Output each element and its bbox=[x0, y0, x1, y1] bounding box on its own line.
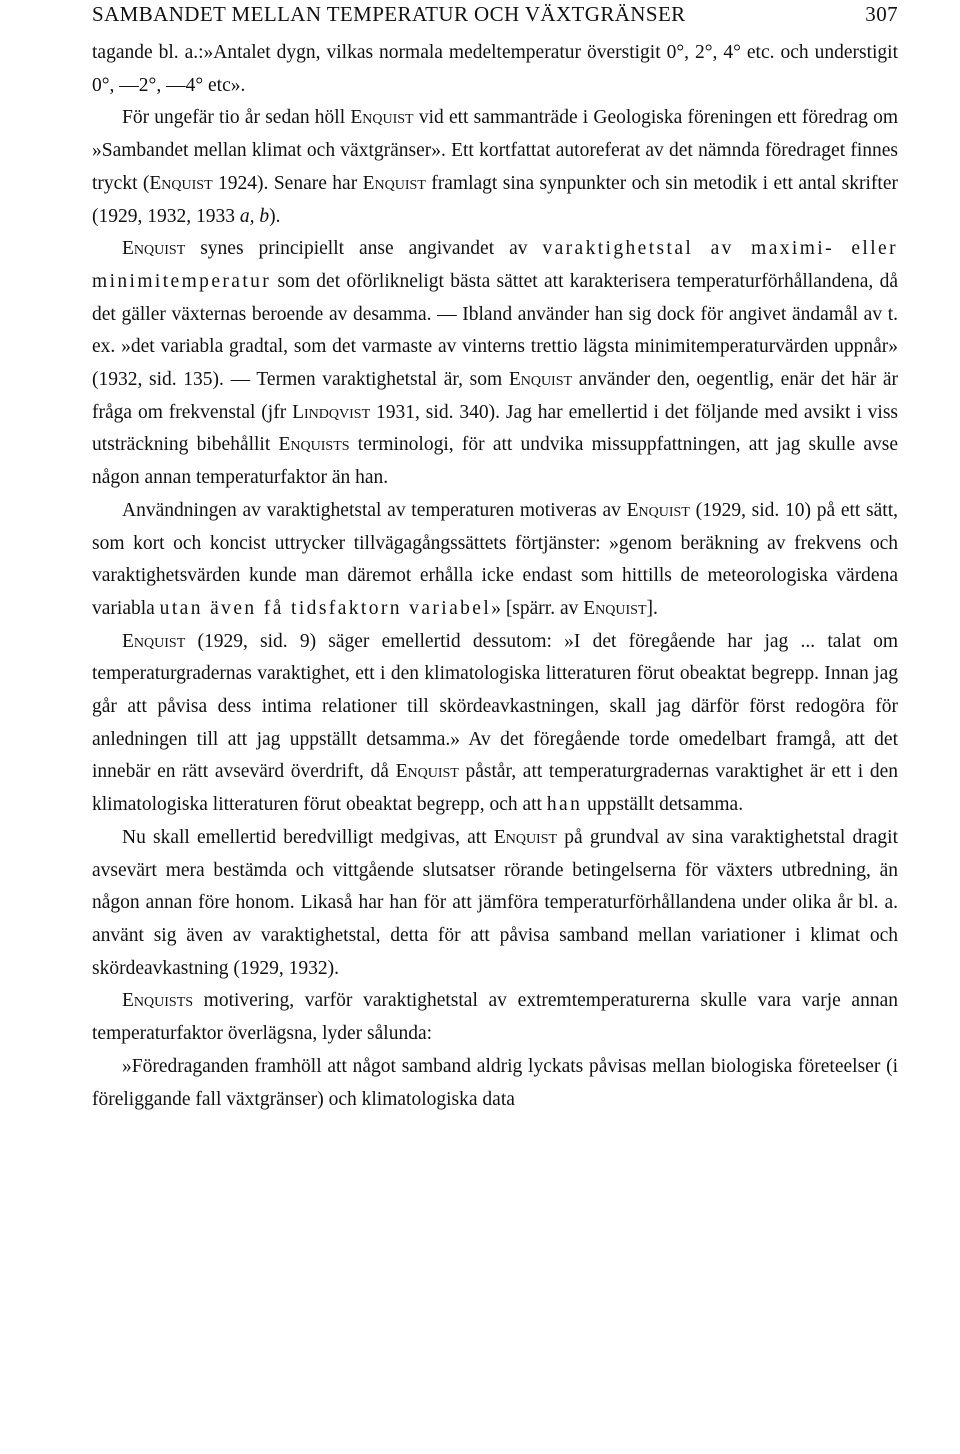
text-segment: använder den, oegentlig, enär det här är fråga om frekvenstal (jfr bbox=[92, 369, 898, 423]
body-text bbox=[92, 37, 898, 1116]
running-title: SAMBANDET MELLAN TEMPERATUR OCH VÄXTGRÄNSER bbox=[92, 2, 686, 26]
text-segment: »Föredraganden framhöll att något samband aldrig lyckats påvisas mellan biologiska företeelser (i föreliggande fall växtgränser) och klimatologiska data bbox=[92, 1055, 898, 1110]
text-segment: För ungefär tio år sedan höll bbox=[122, 107, 351, 129]
author-name: Enquists bbox=[278, 434, 350, 456]
text-segment: vid ett sammanträde i Geologiska föreningen ett föredrag om »Sambandet mellan klimat och växtgränser». Ett kortfattat autoreferat av det nämnda föredraget finnes tryckt ( bbox=[92, 107, 898, 194]
text-segment: Nu skall emellertid beredvilligt medgivas, att bbox=[122, 826, 494, 848]
paragraph bbox=[92, 37, 898, 102]
paragraph bbox=[92, 822, 898, 986]
text-segment: motivering, varför varaktighetstal av extremtemperaturerna skulle vara varje annan temperaturfaktor överlägsna, lyder sålunda: bbox=[92, 990, 898, 1045]
paragraph bbox=[92, 626, 898, 822]
author-name: Enquist bbox=[350, 107, 414, 129]
text-segment: uppställt detsamma. bbox=[582, 794, 744, 816]
text-segment: (1929, sid. 10) på ett sätt, som kort och koncist uttrycker tillvägagångssättets förtjänster: »genom beräkning av frekvens och varaktighetsvärden kunde man däremot erhålla icke endast som hittills de meteorologiska värdena variabla bbox=[92, 499, 899, 619]
text-segment: ]. bbox=[646, 597, 658, 619]
paragraph bbox=[92, 102, 898, 233]
text-segment: 1931, sid. 340). Jag har emellertid i det följande med avsikt i viss utsträckning bibehållit bbox=[92, 401, 898, 456]
paragraph bbox=[92, 985, 898, 1050]
text-segment: Användningen av varaktighetstal av temperaturen motiveras av bbox=[122, 499, 627, 521]
text-segment: terminologi, för att undvika missuppfattningen, att jag skulle avse någon annan temperaturfaktor än han. bbox=[92, 434, 899, 489]
author-name: Enquist bbox=[149, 172, 213, 194]
text-segment: som det oförlikneligt bästa sättet att karakterisera temperaturförhållandena, då det gäller växternas beroende av desamma. — Ibland använder han sig dock för angivet ändamål av t. ex. »det variabla gradtal, som det varmaste av vinterns trettio lägsta minimitemperaturvärden uppnår» (1932, sid. 135). — Termen varaktighetstal är, som bbox=[92, 270, 898, 391]
book-page bbox=[92, 0, 898, 1116]
paragraph bbox=[92, 495, 898, 626]
paragraph bbox=[92, 1051, 898, 1116]
author-name: Enquist bbox=[122, 238, 186, 260]
text-segment: synes principiellt anse angivandet av bbox=[185, 238, 543, 260]
text-segment: (1929, sid. 9) säger emellertid dessutom: »I det föregående har jag ... talat om temperaturgradernas varaktighet, ett i den klimatologiska litteraturen förut obeaktat begrepp. Innan jag går att påvisa dess intima relationer till skördeavkastningen, skall jag därför först redogöra för anledningen till att jag uppställt detsamma.» Av det föregående torde omedelbart framgå, att det innebär en rätt avsevärd överdrift, då bbox=[92, 630, 898, 783]
text-segment: 1924). Senare har bbox=[212, 172, 363, 194]
text-segment: tagande bl. a.:»Antalet dygn, vilkas normala medeltemperatur överstigit 0°, 2°, 4° etc. och understigit 0°, —2°, —4° etc». bbox=[92, 42, 898, 96]
author-name: Enquist bbox=[583, 597, 647, 619]
page-number: 307 bbox=[865, 2, 898, 26]
emphasis-spaced: han bbox=[546, 794, 583, 816]
author-name: Enquist bbox=[493, 826, 558, 848]
author-name: Enquists bbox=[122, 990, 194, 1012]
emphasis-spaced: utan även få tidsfaktorn variabel bbox=[159, 597, 492, 619]
author-name: Enquist bbox=[626, 499, 690, 521]
text-segment: på grundval av sina varaktighetstal dragit avsevärt mera bestämda och vittgående slutsatser rörande betingelserna för växters utbredning, än någon annan före honom. Likaså har han för att jämföra temperaturförhållandena under olika år bl. a. använt sig även av varaktighetstal, detta för att påvisa samband mellan variationer i klimat och skördeavkastning (1929, 1932). bbox=[92, 826, 898, 979]
text-segment: » [spärr. av bbox=[491, 597, 584, 619]
author-name: Enquist bbox=[362, 172, 426, 194]
author-name: Enquist bbox=[395, 761, 459, 783]
author-name: Enquist bbox=[508, 369, 573, 391]
text-segment: ). bbox=[269, 205, 281, 227]
author-name: Enquist bbox=[122, 630, 186, 652]
text-segment: påstår, att temperaturgradernas varaktighet är ett i den klimatologiska litteraturen förut obeaktat begrepp, och att bbox=[92, 761, 898, 816]
text-segment: framlagt sina synpunkter och sin metodik i ett antal skrifter (1929, 1932, 1933 bbox=[92, 172, 898, 227]
paragraph bbox=[92, 233, 898, 495]
italic-text: a, b bbox=[239, 205, 270, 227]
author-name: Lindqvist bbox=[292, 401, 371, 423]
running-header bbox=[92, 2, 898, 27]
emphasis-spaced: varaktighetstal av maximi- eller minimitemperatur bbox=[92, 238, 898, 292]
